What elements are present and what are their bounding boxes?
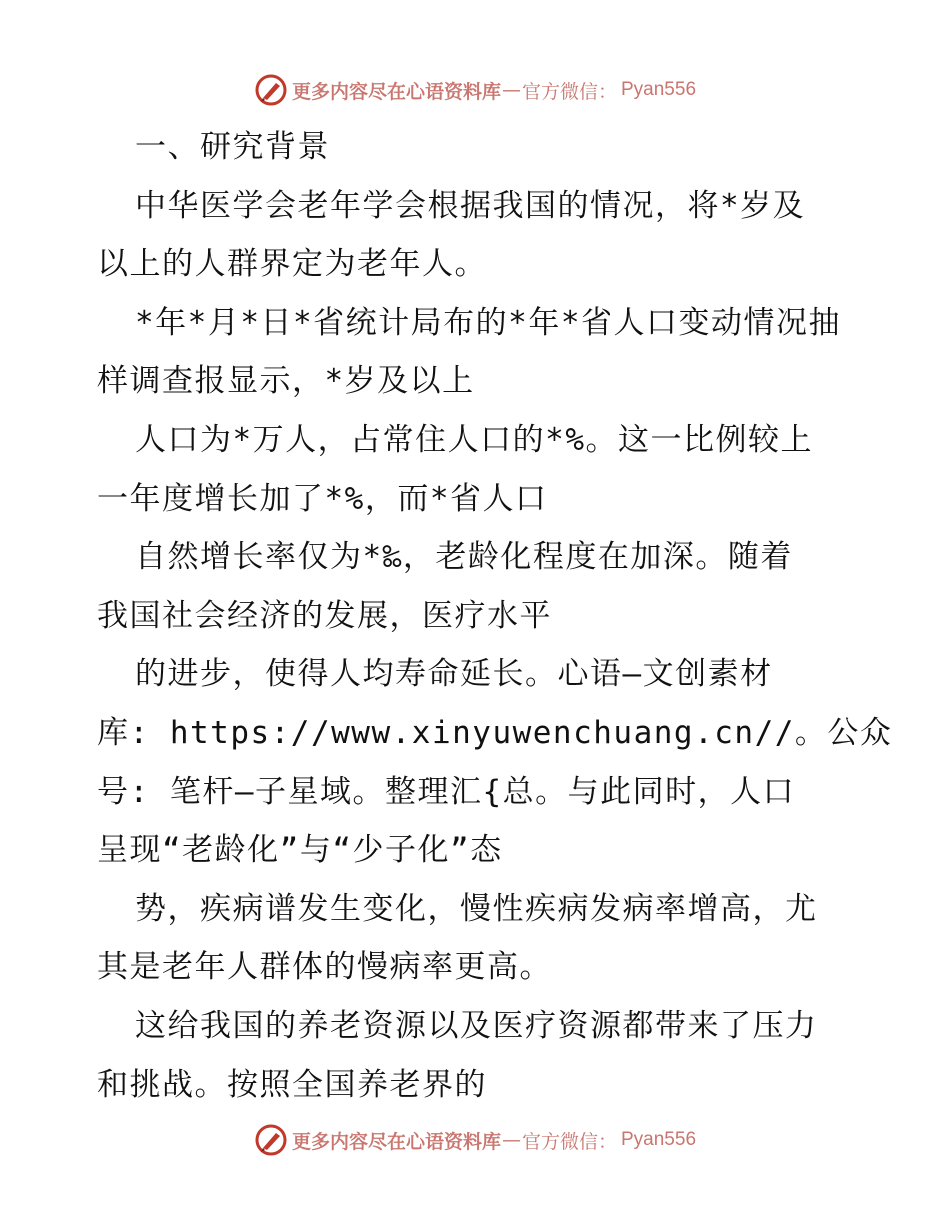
text-line: *年*月*日*省统计局布的*年*省人口变动情况抽	[135, 304, 841, 341]
text-line: 的进步，使得人均寿命延长。心语—文创素材	[135, 656, 773, 693]
text-line: 库: https://www.xinyuwenchuang.cn//。公众	[97, 714, 893, 751]
wechat-id: Pyan556	[621, 1129, 697, 1150]
text-line: 我国社会经济的发展，医疗水平	[97, 597, 552, 634]
text-line: 其是老年人群体的慢病率更高。	[97, 949, 552, 986]
wechat-label: 官方微信：	[521, 80, 617, 103]
text-line: 号: 笔杆—子星域。整理汇{总。与此同时，人口	[97, 773, 796, 810]
text-line: 势，疾病谱发生变化，慢性疾病发病率增高，尤	[135, 890, 818, 927]
text-line: 以上的人群界定为老年人。	[97, 246, 487, 283]
banner-dash: —	[501, 79, 521, 101]
header-banner	[0, 70, 950, 110]
pen-logo-icon	[254, 1123, 288, 1157]
text-line: 一年度增长加了*%，而*省人口	[97, 480, 548, 517]
text-line: 中华医学会老年学会根据我国的情况，将*岁及	[135, 187, 806, 224]
banner-dash: —	[501, 1129, 521, 1151]
section-heading: 一、研究背景	[135, 129, 330, 165]
footer-banner	[0, 1120, 950, 1160]
text-line: 人口为*万人，占常住人口的*%。这一比例较上	[135, 421, 813, 458]
text-line: 样调查报显示，*岁及以上	[97, 363, 475, 400]
text-line: 和挑战。按照全国养老界的	[97, 1066, 487, 1103]
banner-text: 更多内容尽在心语资料库	[291, 1130, 501, 1153]
text-line: 呈现“老龄化”与“少子化”态	[97, 832, 503, 869]
wechat-id: Pyan556	[621, 79, 697, 100]
text-line: 自然增长率仅为*‰，老龄化程度在加深。随着	[135, 539, 793, 576]
text-line: 这给我国的养老资源以及医疗资源都带来了压力	[135, 1007, 818, 1044]
banner-text: 更多内容尽在心语资料库	[291, 80, 501, 103]
pen-logo-icon	[254, 73, 288, 107]
document-body	[97, 118, 893, 1114]
wechat-label: 官方微信：	[521, 1130, 617, 1153]
